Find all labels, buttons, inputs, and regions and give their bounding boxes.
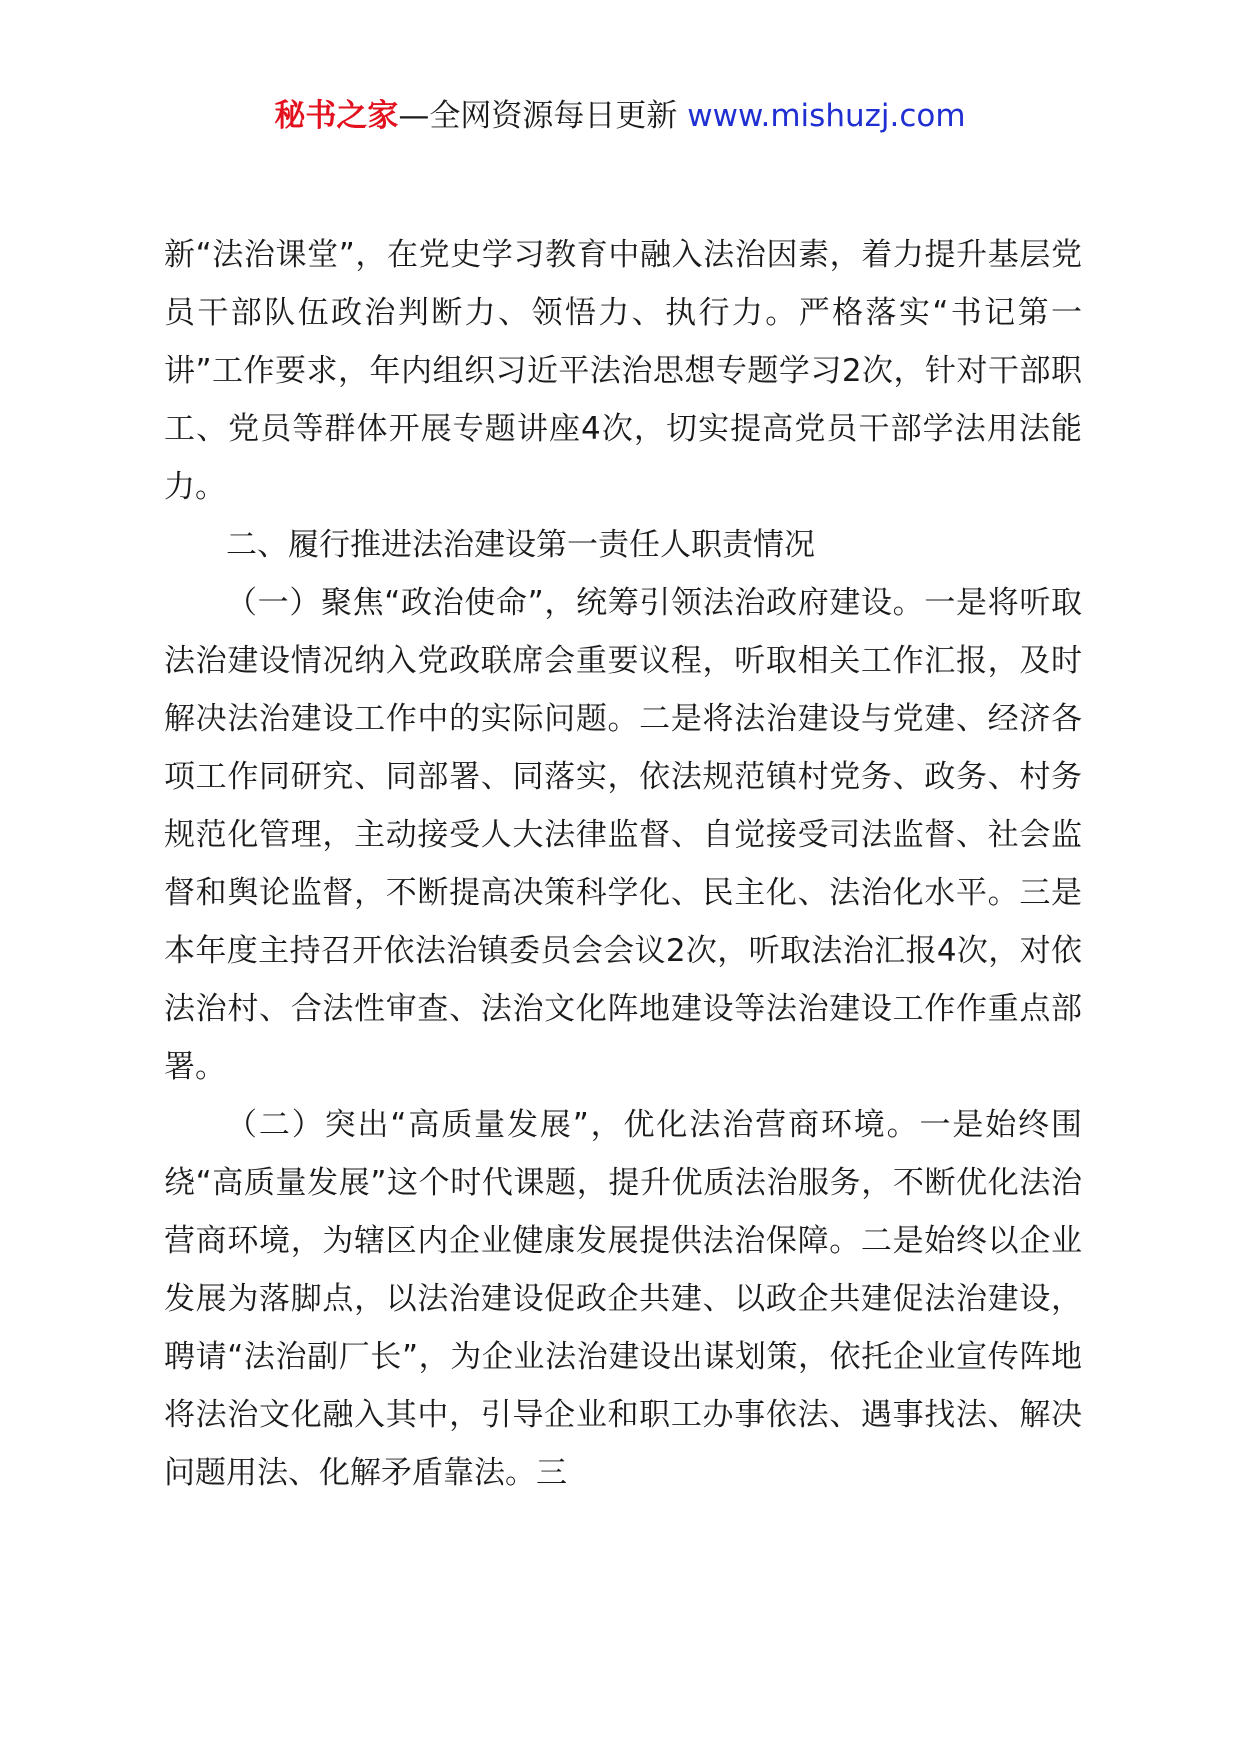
paragraph: （一）聚焦“政治使命”，统筹引领法治政府建设。一是将听取法治建设情况纳入党政联席会重要议程，听取相关工作汇报，及时解决法治建设工作中的实际问题。二是将法治建设与党建、经济各项工作同研究、同部署、同落实，依法规范镇村党务、政务、村务规范化管理，主动接受人大法律监督、自觉接受司法监督、社会监督和舆论监督，不断提高决策科学化、民主化、法治化水平。三是本年度主持召开依法治镇委员会会议2次，听取法治汇报4次，对依法治村、合法性审查、法治文化阵地建设等法治建设工作作重点部署。: [164, 585, 1082, 1085]
page-header: [0, 96, 1240, 136]
paragraph: （二）突出“高质量发展”，优化法治营商环境。一是始终围绕“高质量发展”这个时代课题，提升优质法治服务，不断优化法治营商环境，为辖区内企业健康发展提供法治保障。二是始终以企业发展为落脚点，以法治建设促政企共建、以政企共建促法治建设，聘请“法治副厂长”，为企业法治建设出谋划策，依托企业宣传阵地将法治文化融入其中，引导企业和职工办事依法、遇事找法、解决问题用法、化解矛盾靠法。三: [164, 1107, 1082, 1491]
brand-name: 秘书之家: [274, 98, 399, 134]
section-heading: 二、履行推进法治建设第一责任人职责情况: [226, 527, 815, 563]
document-body: [164, 226, 1082, 1502]
paragraph-continued: 新“法治课堂”，在党史学习教育中融入法治因素，着力提升基层党员干部队伍政治判断力、领悟力、执行力。严格落实“书记第一讲”工作要求，年内组织习近平法治思想专题学习2次，针对干部职工、党员等群体开展专题讲座4次，切实提高党员干部学法用法能力。: [164, 237, 1082, 505]
site-url-link[interactable]: www.mishuzj.com: [687, 98, 966, 134]
header-tagline: —全网资源每日更新: [398, 98, 688, 134]
